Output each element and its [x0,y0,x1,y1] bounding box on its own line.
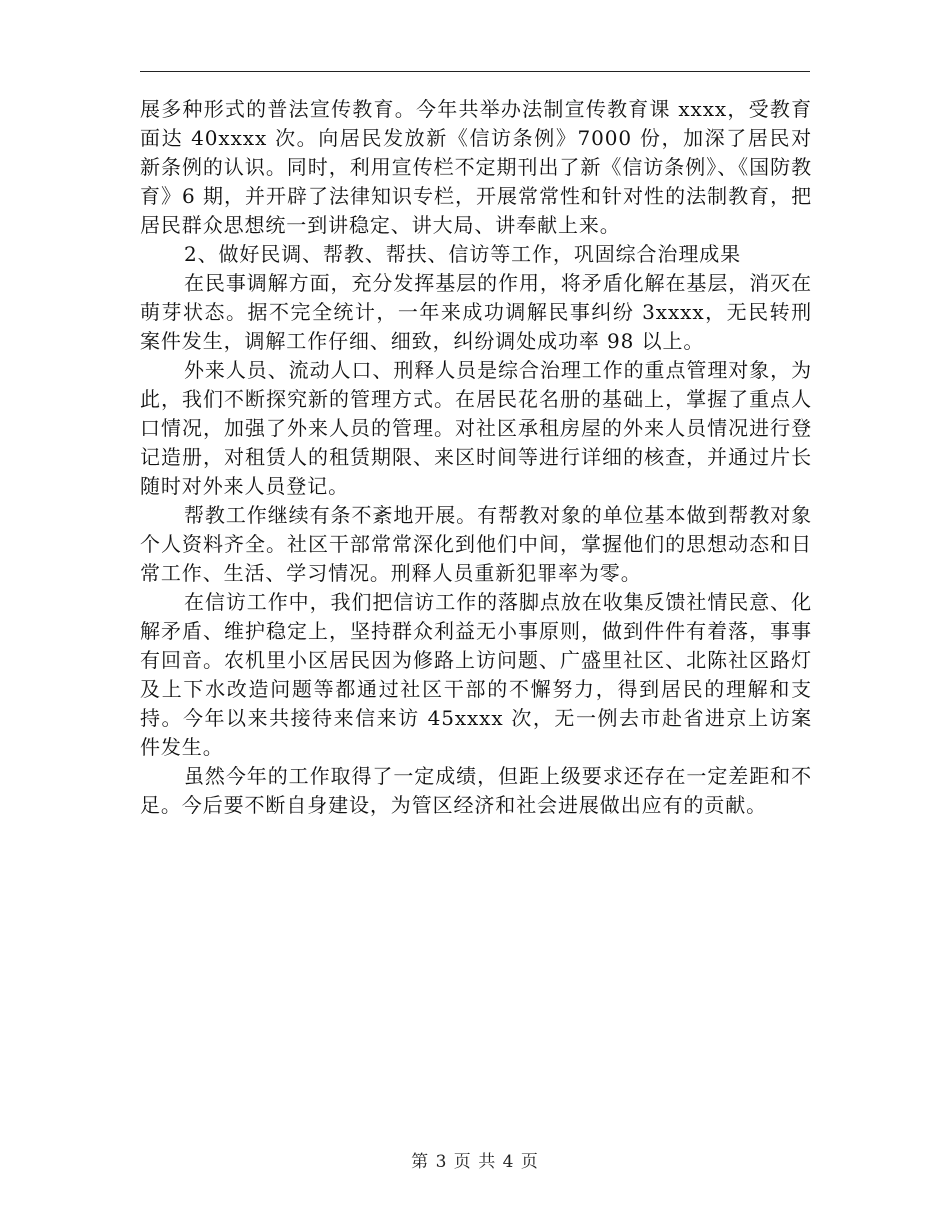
paragraph-petition-work: 在信访工作中，我们把信访工作的落脚点放在收集反馈社情民意、化解矛盾、维护稳定上，坚持群众利益无小事原则，做到件件有着落，事事有回音。农机里小区居民因为修路上访问题、广盛里社区、北陈社区路灯及上下水改造问题等都通过社区干部的不懈努力，得到居民的理解和支持。今年以来共接待来信来访 45xxxx 次，无一例去市赴省进京上访案件发生。 [140,590,812,759]
page-number-footer: 第 3 页 共 4 页 [411,1152,539,1172]
paragraph-migrant-management: 外来人员、流动人口、刑释人员是综合治理工作的重点管理对象，为此，我们不断探究新的管理方式。在居民花名册的基础上，掌握了重点人口情况，加强了外来人员的管理。对社区承租房屋的外来人员情况进行登记造册，对租赁人的租赁期限、来区时间等进行详细的核查，并通过片长随时对外来人员登记。 [140,358,812,498]
document-body [140,95,812,820]
paragraph-1: 展多种形式的普法宣传教育。今年共举办法制宣传教育课 xxxx，受教育面达 40xxxx 次。向居民发放新《信访条例》7000 份，加深了居民对新条例的认识。同时，利用宣传栏不定期刊出了新《信访条例》、《国防教育》6 期，并开辟了法律知识专栏，开展常常性和针对性的法制教育，把居民群众思想统一到讲稳定、讲大局、讲奉献上来。 [140,97,812,237]
paragraph-conclusion: 虽然今年的工作取得了一定成绩，但距上级要求还存在一定差距和不足。今后要不断自身建设，为管区经济和社会进展做出应有的贡献。 [140,764,812,817]
section-heading-2: 2、做好民调、帮教、帮扶、信访等工作，巩固综合治理成果 [184,242,742,266]
paragraph-assistance-education: 帮教工作继续有条不紊地开展。有帮教对象的单位基本做到帮教对象个人资料齐全。社区干部常常深化到他们中间，掌握他们的思想动态和日常工作、生活、学习情况。刑释人员重新犯罪率为零。 [140,503,812,585]
header-rule [140,71,810,72]
paragraph-mediation: 在民事调解方面，充分发挥基层的作用，将矛盾化解在基层，消灭在萌芽状态。据不完全统计，一年来成功调解民事纠纷 3xxxx，无民转刑案件发生，调解工作仔细、细致，纠纷调处成功率 98 以上。 [140,271,812,353]
